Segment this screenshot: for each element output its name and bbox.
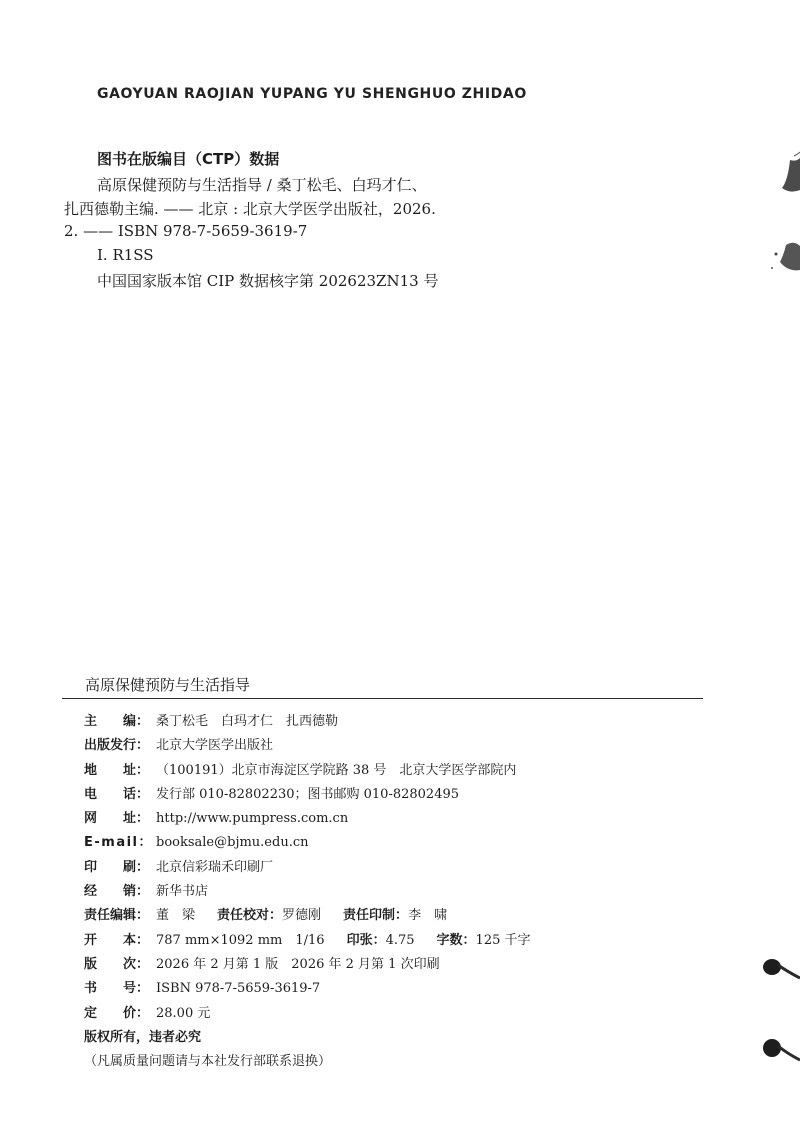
- resp-editor-label: 责任编辑：: [84, 908, 150, 924]
- pinyin-title: GAOYUAN RAOJIAN YUPANG YU SHENGHUO ZHIDAO: [97, 86, 527, 102]
- divider-rule: [62, 698, 703, 699]
- publisher-label: 出版发行：: [84, 738, 150, 754]
- price-row: [84, 1002, 704, 1026]
- sheets-value: 4.75: [385, 932, 415, 948]
- editor-value: 桑丁松毛 白玛才仁 扎西德勒: [156, 714, 339, 729]
- cip-heading: 图书在版编目（CTP）数据: [97, 150, 280, 168]
- cip-line-3: 2. —— ISBN 978-7-5659-3619-7: [64, 222, 308, 240]
- phone-label: 电 话：: [84, 786, 150, 802]
- publisher-value: 北京大学医学出版社: [156, 738, 274, 754]
- cip-line-1: 高原保健预防与生活指导 / 桑丁松毛、白玛才仁、: [97, 176, 427, 194]
- return-note: （凡属质量问题请与本社发行部联系退换）: [84, 1054, 332, 1070]
- phone-value: 发行部 010-82802230；图书邮购 010-82802495: [156, 786, 460, 802]
- web-row: [84, 807, 704, 831]
- resp-editor-value: 董 梁: [156, 908, 196, 924]
- address-label: 地 址：: [84, 762, 150, 778]
- distributor-row: [84, 880, 704, 904]
- cip-line-2: 扎西德勒主编. —— 北京 : 北京大学医学出版社，2026.: [64, 200, 436, 218]
- isbn-label: 书 号：: [84, 981, 150, 997]
- resp-print-label: 责任印制：: [343, 908, 409, 924]
- email-value: booksale@bjmu.edu.cn: [156, 835, 309, 851]
- web-value: http://www.pumpress.com.cn: [156, 811, 349, 827]
- rights-notice: 版权所有，违者必究: [84, 1029, 202, 1045]
- publisher-row: [84, 734, 704, 758]
- resp-proof-label: 责任校对：: [217, 908, 283, 924]
- editor-label: 主 编：: [84, 714, 150, 729]
- format-row: [84, 929, 704, 953]
- cip-line-4: Ⅰ. R1SS: [97, 246, 154, 264]
- printer-row: [84, 856, 704, 880]
- distributor-label: 经 销：: [84, 884, 150, 900]
- distributor-value: 新华书店: [156, 884, 209, 900]
- imprint-info: [84, 710, 704, 1074]
- address-row: [84, 759, 704, 783]
- resp-print-value: 李 啸: [408, 908, 448, 924]
- ink-drop-decoration: [758, 950, 800, 1080]
- printer-label: 印 刷：: [84, 859, 150, 875]
- address-value: （100191）北京市海淀区学院路 38 号 北京大学医学部院内: [156, 762, 517, 778]
- ink-smudge-decoration: [760, 150, 800, 290]
- printer-value: 北京信彩瑞禾印刷厂: [156, 859, 274, 875]
- email-label: E-mail：: [84, 835, 154, 851]
- isbn-value: ISBN 978-7-5659-3619-7: [156, 981, 321, 997]
- responsibility-row: [84, 904, 704, 928]
- format-value: 787 mm×1092 mm 1/16: [156, 932, 325, 948]
- sheets-label: 印张：: [346, 932, 386, 948]
- edition-label: 版 次：: [84, 956, 150, 972]
- words-value: 125 千字: [475, 932, 531, 948]
- cip-line-5: 中国国家版本馆 CIP 数据核字第 202623ZN13 号: [97, 272, 439, 290]
- phone-row: [84, 783, 704, 807]
- edition-row: [84, 953, 704, 977]
- format-label: 开 本：: [84, 932, 150, 948]
- resp-proof-value: 罗德刚: [282, 908, 322, 924]
- words-label: 字数：: [436, 932, 476, 948]
- book-title: 高原保健预防与生活指导: [85, 676, 251, 694]
- web-label: 网 址：: [84, 811, 150, 827]
- price-value: 28.00 元: [156, 1005, 211, 1021]
- editor-row: [84, 710, 704, 734]
- edition-value: 2026 年 2 月第 1 版 2026 年 2 月第 1 次印刷: [156, 956, 440, 972]
- price-label: 定 价：: [84, 1005, 150, 1021]
- isbn-row: [84, 977, 704, 1001]
- email-row: [84, 831, 704, 855]
